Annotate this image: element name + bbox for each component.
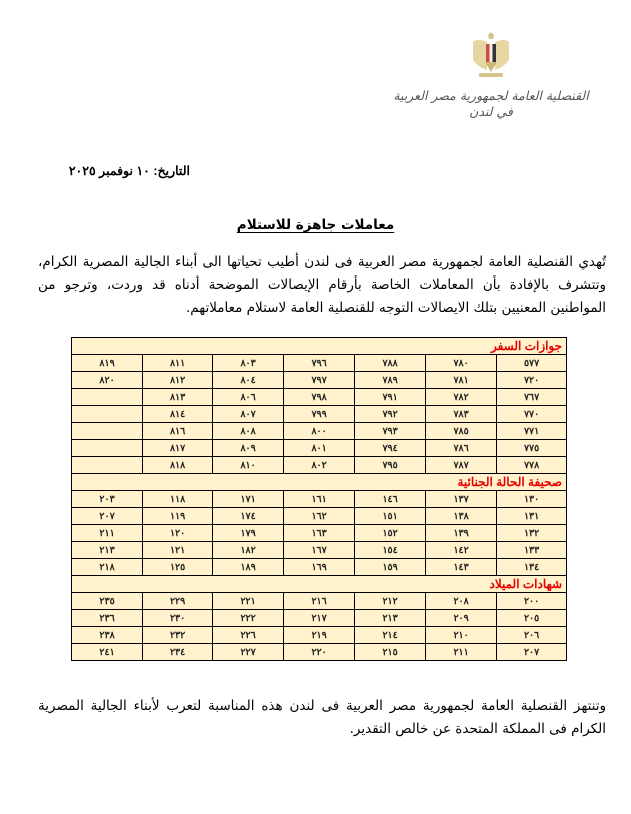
- table-row: [72, 627, 567, 644]
- receipt-number-cell: ٧٨٦: [426, 440, 497, 457]
- receipt-number-cell: ٢٠٦: [497, 627, 567, 644]
- receipt-number-cell: ٢١٤: [355, 627, 426, 644]
- receipt-number-cell: ٨٢٠: [72, 372, 143, 389]
- receipt-number-cell: ٧٧٥: [497, 440, 567, 457]
- receipt-number-cell: ٢١٣: [72, 542, 143, 559]
- receipt-number-cell: ٢٠٨: [426, 593, 497, 610]
- receipt-number-cell: ٢٠٠: [497, 593, 567, 610]
- intro-paragraph: تُهدي القنصلية العامة لجمهورية مصر العربية فى لندن أطيب تحياتها الى أبناء الجالية المصرية الكرام، وتتشرف بالإفادة بأن المعاملات الخاصة بأرقام الإيصالات الموضحة أدناه قد وردت، وترجو من المواطنين المعنيين بتلك الايصالات التوجه للقنصلية العامة لاستلام معاملاتهم.: [38, 254, 606, 316]
- section-title: صحيفة الحالة الجنائية: [72, 474, 567, 491]
- receipt-number-cell: ١٢٠: [143, 525, 213, 542]
- receipt-number-cell: ٢١٣: [355, 610, 426, 627]
- receipt-number-cell: ٢٢٦: [213, 627, 284, 644]
- receipt-number-cell: ١٥٢: [355, 525, 426, 542]
- receipt-number-cell: ٨٠٩: [213, 440, 284, 457]
- receipt-number-cell: ١٣٤: [497, 559, 567, 576]
- receipt-number-cell: ٧٨٧: [426, 457, 497, 474]
- receipt-number-cell: [72, 423, 143, 440]
- table-row: [72, 372, 567, 389]
- receipt-number-cell: ٢٢٠: [284, 644, 355, 661]
- receipt-number-cell: ٢١٨: [72, 559, 143, 576]
- receipt-number-cell: ٧٩٥: [355, 457, 426, 474]
- receipt-number-cell: ٧٨٥: [426, 423, 497, 440]
- letterhead: [381, 30, 601, 120]
- receipt-number-cell: ١٨٩: [213, 559, 284, 576]
- document-date: التاريخ: ١٠ نوفمبر ٢٠٢٥: [68, 164, 190, 178]
- receipt-number-cell: ١٥١: [355, 508, 426, 525]
- receipt-number-cell: ٨٠٧: [213, 406, 284, 423]
- receipt-number-cell: ١٣٩: [426, 525, 497, 542]
- receipt-number-cell: ١٥٤: [355, 542, 426, 559]
- receipt-number-cell: ٨٠٤: [213, 372, 284, 389]
- section-header-row: [72, 576, 567, 593]
- receipt-number-cell: ٨١٦: [143, 423, 213, 440]
- receipt-number-cell: ١١٩: [143, 508, 213, 525]
- receipt-number-cell: ٢٢٢: [213, 610, 284, 627]
- receipt-number-cell: ١٣٢: [497, 525, 567, 542]
- receipt-number-cell: ٢٣٠: [143, 610, 213, 627]
- receipt-number-cell: ٢١١: [426, 644, 497, 661]
- receipt-number-cell: ٢٢١: [213, 593, 284, 610]
- receipt-number-cell: ٢٠٧: [72, 508, 143, 525]
- receipt-number-cell: ٧٩٤: [355, 440, 426, 457]
- receipt-number-cell: ٨٠٠: [284, 423, 355, 440]
- receipt-number-cell: ٨٠٦: [213, 389, 284, 406]
- table-row: [72, 423, 567, 440]
- receipt-number-cell: ٧٦٧: [497, 389, 567, 406]
- receipt-number-cell: ١٧٤: [213, 508, 284, 525]
- receipt-number-cell: ٥٧٧: [497, 355, 567, 372]
- table-row: [72, 559, 567, 576]
- receipt-number-cell: ١٣٣: [497, 542, 567, 559]
- receipt-number-cell: ٢٠٧: [497, 644, 567, 661]
- receipt-number-cell: ٢٣٦: [72, 610, 143, 627]
- table-row: [72, 508, 567, 525]
- receipt-number-cell: ٢١٩: [284, 627, 355, 644]
- table-row: [72, 440, 567, 457]
- receipt-number-cell: ٧٩٩: [284, 406, 355, 423]
- receipt-number-cell: ٧٨١: [426, 372, 497, 389]
- receipt-number-cell: ٧٧١: [497, 423, 567, 440]
- receipt-number-cell: ٧٧٨: [497, 457, 567, 474]
- receipt-number-cell: ٧٢٠: [497, 372, 567, 389]
- section-header-row: [72, 474, 567, 491]
- section-title: شهادات الميلاد: [72, 576, 567, 593]
- receipt-number-cell: ٢٢٩: [143, 593, 213, 610]
- receipt-number-cell: ٨١٣: [143, 389, 213, 406]
- consulate-city: في لندن: [469, 104, 513, 119]
- receipt-number-cell: ١٦٣: [284, 525, 355, 542]
- receipt-number-cell: ٢١٦: [284, 593, 355, 610]
- receipt-number-cell: ٨١٩: [72, 355, 143, 372]
- receipt-number-cell: ١٦١: [284, 491, 355, 508]
- receipt-number-cell: ٨٠٢: [284, 457, 355, 474]
- table-row: [72, 406, 567, 423]
- receipt-number-cell: ٨١٤: [143, 406, 213, 423]
- table-row: [72, 457, 567, 474]
- receipt-number-cell: [72, 440, 143, 457]
- table-row: [72, 389, 567, 406]
- receipt-number-cell: ٨١٠: [213, 457, 284, 474]
- receipt-number-cell: ١٢٥: [143, 559, 213, 576]
- receipt-number-cell: ٢٠٣: [72, 491, 143, 508]
- receipt-number-cell: ٢٢٧: [213, 644, 284, 661]
- receipt-number-cell: ٧٨٣: [426, 406, 497, 423]
- document-title-wrap: [0, 214, 631, 233]
- receipt-number-cell: ٢١٧: [284, 610, 355, 627]
- receipt-number-cell: ٢١٢: [355, 593, 426, 610]
- receipt-number-cell: ٧٩٦: [284, 355, 355, 372]
- receipt-number-cell: ١٦٧: [284, 542, 355, 559]
- receipt-number-cell: ١٥٩: [355, 559, 426, 576]
- receipt-number-cell: ٢١٥: [355, 644, 426, 661]
- receipt-number-cell: ١٧٩: [213, 525, 284, 542]
- receipt-number-cell: ١٧١: [213, 491, 284, 508]
- table-row: [72, 593, 567, 610]
- receipt-number-cell: ٢١١: [72, 525, 143, 542]
- table-row: [72, 610, 567, 627]
- receipt-number-cell: ١٤٣: [426, 559, 497, 576]
- receipt-number-cell: ٢٠٥: [497, 610, 567, 627]
- receipt-number-cell: ٧٩٢: [355, 406, 426, 423]
- receipt-number-cell: ٢١٠: [426, 627, 497, 644]
- receipt-number-cell: ٨٠٣: [213, 355, 284, 372]
- table-row: [72, 355, 567, 372]
- receipt-number-cell: ٧٩٣: [355, 423, 426, 440]
- receipt-number-cell: ٧٩١: [355, 389, 426, 406]
- receipt-number-cell: ٨١٧: [143, 440, 213, 457]
- receipt-number-cell: ١٣٠: [497, 491, 567, 508]
- receipt-number-cell: ٧٩٨: [284, 389, 355, 406]
- receipt-number-cell: ٨٠٨: [213, 423, 284, 440]
- receipt-number-cell: ٢٠٩: [426, 610, 497, 627]
- receipt-number-cell: ١٨٢: [213, 542, 284, 559]
- section-header-row: [72, 338, 567, 355]
- receipt-number-cell: ٨١٨: [143, 457, 213, 474]
- receipt-number-cell: ١٤٢: [426, 542, 497, 559]
- section-title: جوازات السفر: [72, 338, 567, 355]
- receipt-number-cell: ١٦٩: [284, 559, 355, 576]
- receipt-number-cell: ٧٨٠: [426, 355, 497, 372]
- receipt-number-cell: ٨١٢: [143, 372, 213, 389]
- receipt-number-cell: ١٣٨: [426, 508, 497, 525]
- table-row: [72, 644, 567, 661]
- receipt-number-cell: [72, 457, 143, 474]
- receipt-number-cell: ٨١١: [143, 355, 213, 372]
- receipt-number-cell: ١٤٦: [355, 491, 426, 508]
- receipt-number-cell: ٧٨٨: [355, 355, 426, 372]
- receipt-number-cell: ١٣٧: [426, 491, 497, 508]
- table-row: [72, 542, 567, 559]
- receipt-number-cell: ٧٨٩: [355, 372, 426, 389]
- table-row: [72, 525, 567, 542]
- receipt-number-cell: ٢٤١: [72, 644, 143, 661]
- receipt-number-cell: ٧٧٠: [497, 406, 567, 423]
- closing-paragraph: وتنتهز القنصلية العامة لجمهورية مصر العربية فى لندن هذه المناسبة لتعرب لأبناء الجالية المصرية الكرام فى المملكة المتحدة عن خالص التقدير.: [38, 698, 606, 737]
- receipt-number-cell: ١٢١: [143, 542, 213, 559]
- receipt-number-cell: [72, 406, 143, 423]
- receipt-number-cell: ٨٠١: [284, 440, 355, 457]
- document-title: معاملات جاهزة للاستلام: [236, 217, 395, 233]
- receipt-number-cell: ٧٩٧: [284, 372, 355, 389]
- receipt-number-cell: ٢٣٨: [72, 627, 143, 644]
- consulate-name: القنصلية العامة لجمهورية مصر العربية: [393, 88, 589, 103]
- receipt-number-cell: ٧٨٢: [426, 389, 497, 406]
- receipt-number-cell: ١٦٢: [284, 508, 355, 525]
- receipt-number-cell: ٢٣٥: [72, 593, 143, 610]
- receipt-number-cell: ١١٨: [143, 491, 213, 508]
- egypt-eagle-emblem-icon: [469, 30, 513, 80]
- receipt-number-cell: [72, 389, 143, 406]
- receipt-number-cell: ١٣١: [497, 508, 567, 525]
- receipt-number-cell: ٢٣٢: [143, 627, 213, 644]
- receipts-table: [71, 337, 567, 661]
- receipt-number-cell: ٢٣٤: [143, 644, 213, 661]
- table-row: [72, 491, 567, 508]
